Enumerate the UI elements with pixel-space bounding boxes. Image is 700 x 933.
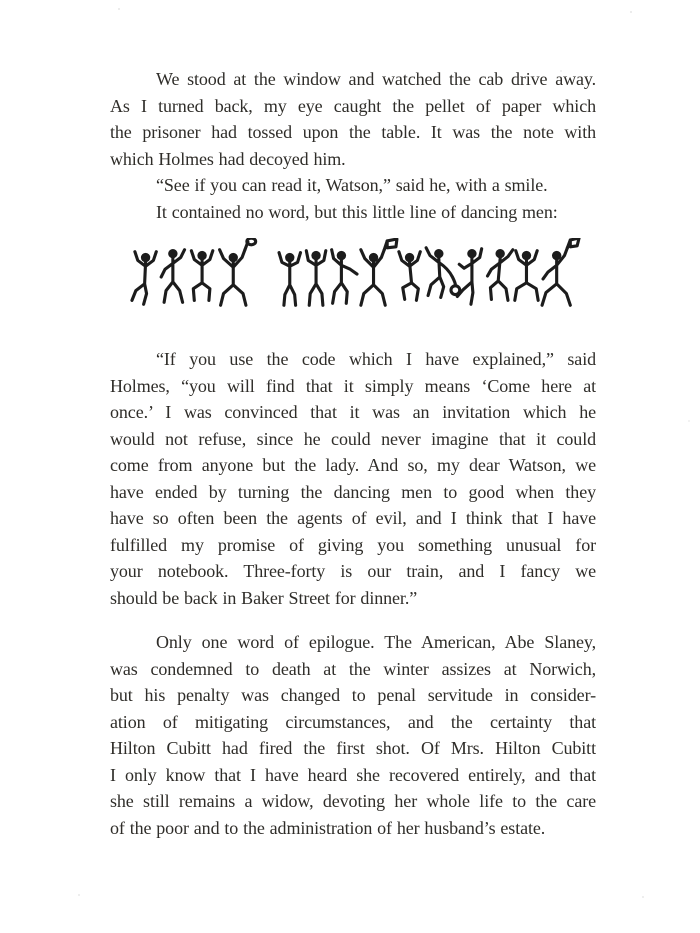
dancing-man-10-t-flag — [426, 248, 460, 298]
dancing-man-3-m — [191, 251, 212, 301]
dancing-man-9-a — [399, 252, 420, 301]
dancing-man-7-r — [332, 250, 357, 304]
text-line: was condemned to death at the winter assizes at Norwich, — [110, 658, 596, 679]
text-line: We stood at the window and watched the cab drive away. — [156, 69, 596, 89]
paragraph — [110, 172, 596, 199]
text-line: Holmes, “you will find that it simply means ‘Come here at — [110, 375, 596, 396]
paragraph — [110, 199, 596, 226]
dancing-man-1-c — [132, 252, 156, 305]
dancing-man-6-e — [306, 251, 325, 306]
paragraph — [110, 66, 596, 172]
flag-pennant — [247, 238, 256, 245]
text-line: I only know that I have heard she recovered entirely, and that — [110, 764, 596, 785]
text-line: should be back in Baker Street for dinner.” — [110, 587, 418, 608]
text-line: Only one word of epilogue. The American, Abe Slaney, — [156, 632, 596, 652]
paragraph — [110, 629, 596, 841]
text-line: of the poor and to the administration of her husband’s estate. — [110, 817, 546, 838]
text-line: “See if you can read it, Watson,” said he, with a smile. — [156, 175, 548, 195]
flag-pennant — [387, 239, 397, 248]
dancing-man-11-o — [457, 249, 481, 305]
dancing-men-illustration — [130, 238, 582, 316]
text-line: fulfilled my promise of giving you something unusual for — [110, 534, 596, 555]
text-block-bottom — [110, 346, 596, 841]
text-line: As I turned back, my eye caught the pellet of paper which — [110, 95, 596, 116]
text-line: which Holmes had decoyed him. — [110, 148, 346, 169]
scan-noise — [0, 0, 2, 2]
text-line: have so often been the agents of evil, and I think that I have — [110, 508, 596, 528]
page-content — [110, 66, 596, 841]
dancing-man-13-c — [515, 251, 538, 301]
text-block-top — [110, 66, 596, 225]
text-line: would not refuse, since he could never imagine that it could — [110, 428, 596, 449]
dancing-man-8-e-flag — [361, 239, 397, 305]
text-line: Hilton Cubitt had fired the first shot. Of Mrs. Hilton Cubitt — [110, 738, 596, 758]
dancing-man-2-o — [161, 249, 184, 302]
dancing-men-svg — [130, 238, 582, 316]
dancing-man-5-h — [279, 253, 300, 306]
text-line: once.’ I was convinced that it was an invitation which he — [110, 402, 596, 422]
text-line: she still remains a widow, devoting her whole life to the care — [110, 791, 596, 811]
text-line: ation of mitigating circumstances, and the certainty that — [110, 711, 596, 732]
paragraph — [110, 346, 596, 611]
text-line: the prisoner had tossed upon the table. It was the note with — [110, 122, 596, 142]
text-line: come from anyone but the lady. And so, my dear Watson, we — [110, 455, 596, 475]
text-line: have ended by turning the dancing men to good when they — [110, 481, 596, 502]
dancing-man-12-n — [488, 249, 513, 300]
text-line: but his penalty was changed to penal servitude in consider- — [110, 685, 596, 705]
text-line: your notebook. Three-forty is our train, and I fancy we — [110, 561, 596, 581]
flag-pennant — [570, 238, 579, 247]
text-line: It contained no word, but this little line of dancing men: — [156, 201, 558, 222]
dancing-man-4-e-flag — [220, 238, 256, 305]
text-line: “If you use the code which I have explained,” said — [156, 349, 596, 369]
dancing-man-14-e-flag — [542, 238, 579, 305]
